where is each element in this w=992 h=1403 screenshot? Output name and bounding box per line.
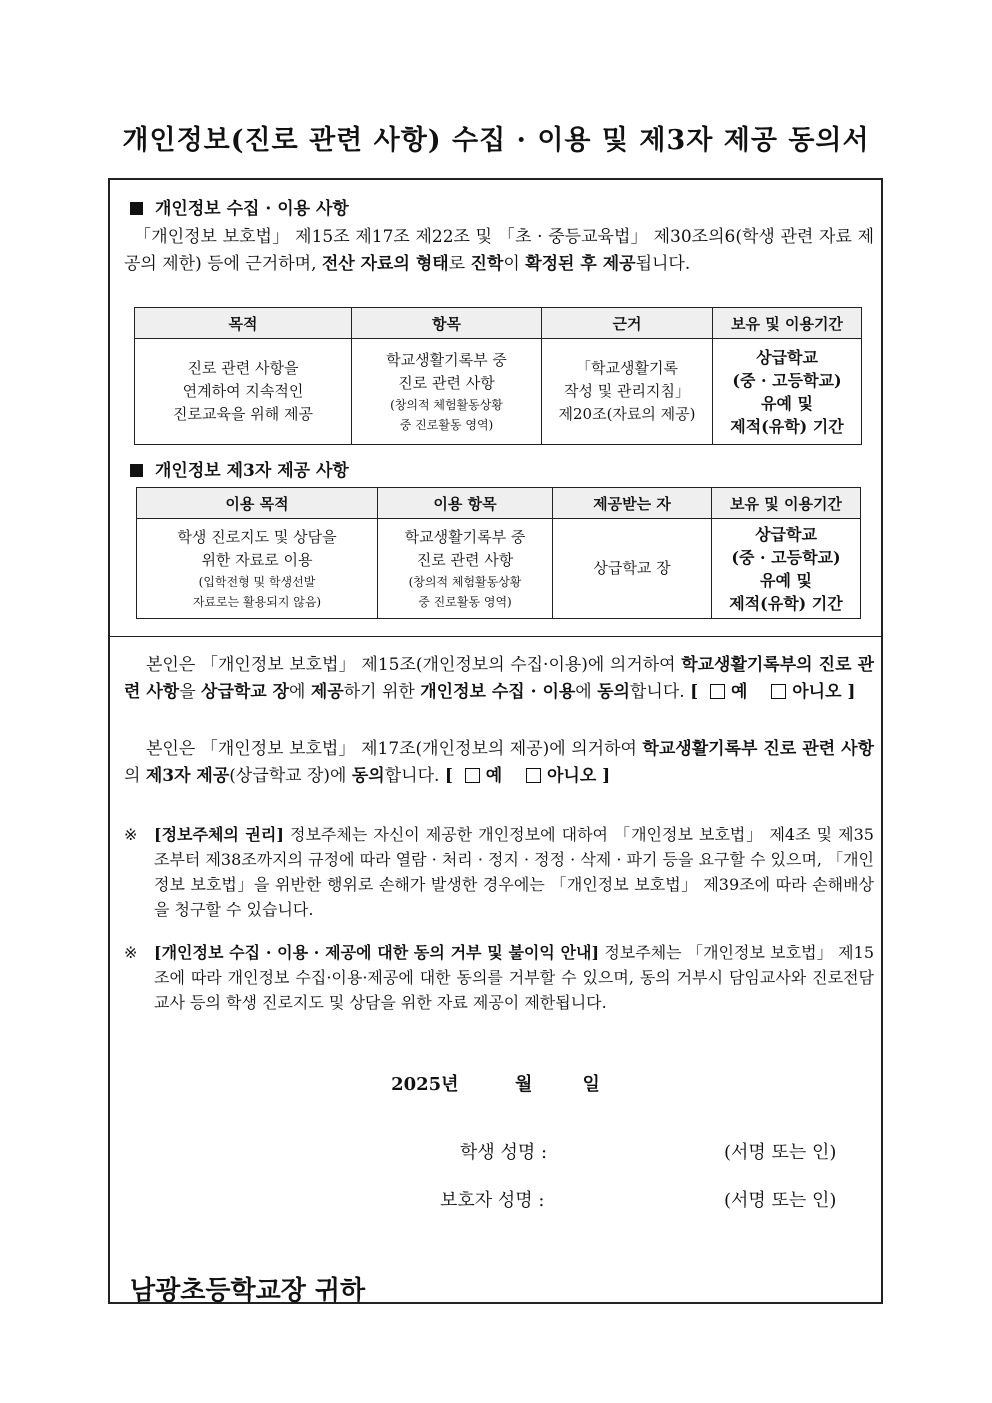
consent2-no-checkbox[interactable] [526, 768, 541, 783]
rights-note: ※ [정보주체의 권리] 정보주체는 자신이 제공한 개인정보에 대하여 「개인정보 보호법」 제4조 및 제35조부터 제38조까지의 규정에 따라 열람 · 처리 · 정지 · 정정 · 삭제 · 파기 등을 요구할 수 있으며, 「개인정보 보호법」을 위반한 행위로 손해가 발생한 경우에는 「개인정보 보호법」 제39조에 따라 손해배상을 청구할 수 있습니다. [124, 825, 874, 919]
table-header: 보유 및 이용기간 [713, 308, 862, 339]
third-party-table [136, 487, 861, 619]
guardian-name-label: 보호자 성명 : [440, 1190, 545, 1211]
no-label: 아니오 [546, 766, 597, 786]
period-cell: 상급학교 (중 · 고등학교) 유예 및 제적(유학) 기간 [712, 519, 861, 619]
date-line: 2025년 월 일 [391, 1074, 600, 1095]
table-header: 근거 [542, 308, 713, 339]
student-name-label: 학생 성명 : [460, 1142, 548, 1163]
table-header: 보유 및 이용기간 [712, 488, 861, 519]
section1-heading: 개인정보 수집 · 이용 사항 [130, 194, 349, 219]
consent2-yes-checkbox[interactable] [465, 768, 480, 783]
no-label: 아니오 [792, 682, 842, 702]
use-purpose-cell: 학생 진로지도 및 상담을 위한 자료로 이용 (입학전형 및 학생선발 자료로는 활용되지 않음) [137, 519, 378, 619]
closing-addressee: 남광초등학교장 귀하 [130, 1276, 366, 1306]
use-item-cell: 학교생활기록부 중 진로 관련 사항 (창의적 체험활동상황 중 진로활동 영역) [378, 519, 553, 619]
item-cell: 학교생활기록부 중 진로 관련 사항 (창의적 체험활동상황 중 진로활동 영역) [352, 339, 542, 445]
yes-label: 예 [485, 766, 503, 786]
recipient-cell: 상급학교 장 [553, 519, 712, 619]
collection-table [134, 307, 862, 445]
basis-cell: 「학교생활기록 작성 및 관리지침」 제20조(자료의 제공) [542, 339, 713, 445]
black-square-icon [130, 202, 143, 215]
table-header: 목적 [135, 308, 352, 339]
table-header: 제공받는 자 [553, 488, 712, 519]
form-frame [108, 178, 883, 1304]
table-header: 이용 목적 [137, 488, 378, 519]
document-title: 개인정보(진로 관련 사항) 수집 · 이용 및 제3자 제공 동의서 [122, 125, 870, 156]
table-header: 이용 항목 [378, 488, 553, 519]
section-divider [110, 636, 881, 637]
consent-third-party: 본인은 「개인정보 보호법」 제17조(개인정보의 제공)에 의거하여 학교생활기록부 진로 관련 사항의 제3자 제공(상급학교 장)에 동의합니다. [ 예 아니오 ] [124, 739, 874, 786]
guardian-sign-field[interactable]: (서명 또는 인) [724, 1190, 837, 1211]
black-square-icon [130, 464, 143, 477]
consent-collection: 본인은 「개인정보 보호법」 제15조(개인정보의 수집·이용)에 의거하여 학교생활기록부의 진로 관련 사항을 상급학교 장에 제공하기 위한 개인정보 수집 · 이용에 동의합니다. [ 예 아니오 ] [124, 655, 874, 702]
table-header: 항목 [352, 308, 542, 339]
consent1-yes-checkbox[interactable] [710, 684, 725, 699]
purpose-cell: 진로 관련 사항을 연계하여 지속적인 진로교육을 위해 제공 [135, 339, 352, 445]
yes-label: 예 [731, 682, 748, 702]
section1-intro: 「개인정보 보호법」 제15조 제17조 제22조 및 「초 · 중등교육법」 제30조의6(학생 관련 자료 제공의 제한) 등에 근거하며, 전산 자료의 형태로 진학이 확정된 후 제공됩니다. [124, 227, 874, 274]
section2-heading: 개인정보 제3자 제공 사항 [130, 456, 349, 481]
consent1-no-checkbox[interactable] [771, 684, 786, 699]
refusal-note: ※ [개인정보 수집 · 이용 · 제공에 대한 동의 거부 및 불이익 안내] 정보주체는 「개인정보 보호법」 제15조에 따라 개인정보 수집·이용·제공에 대한 동의를 거부할 수 있으며, 동의 거부시 담임교사와 진로전담교사 등의 학생 진로지도 및 상담을 위한 자료 제공이 제한됩니다. [124, 943, 874, 1012]
period-cell: 상급학교 (중 · 고등학교) 유예 및 제적(유학) 기간 [713, 339, 862, 445]
student-sign-field[interactable]: (서명 또는 인) [724, 1142, 837, 1163]
